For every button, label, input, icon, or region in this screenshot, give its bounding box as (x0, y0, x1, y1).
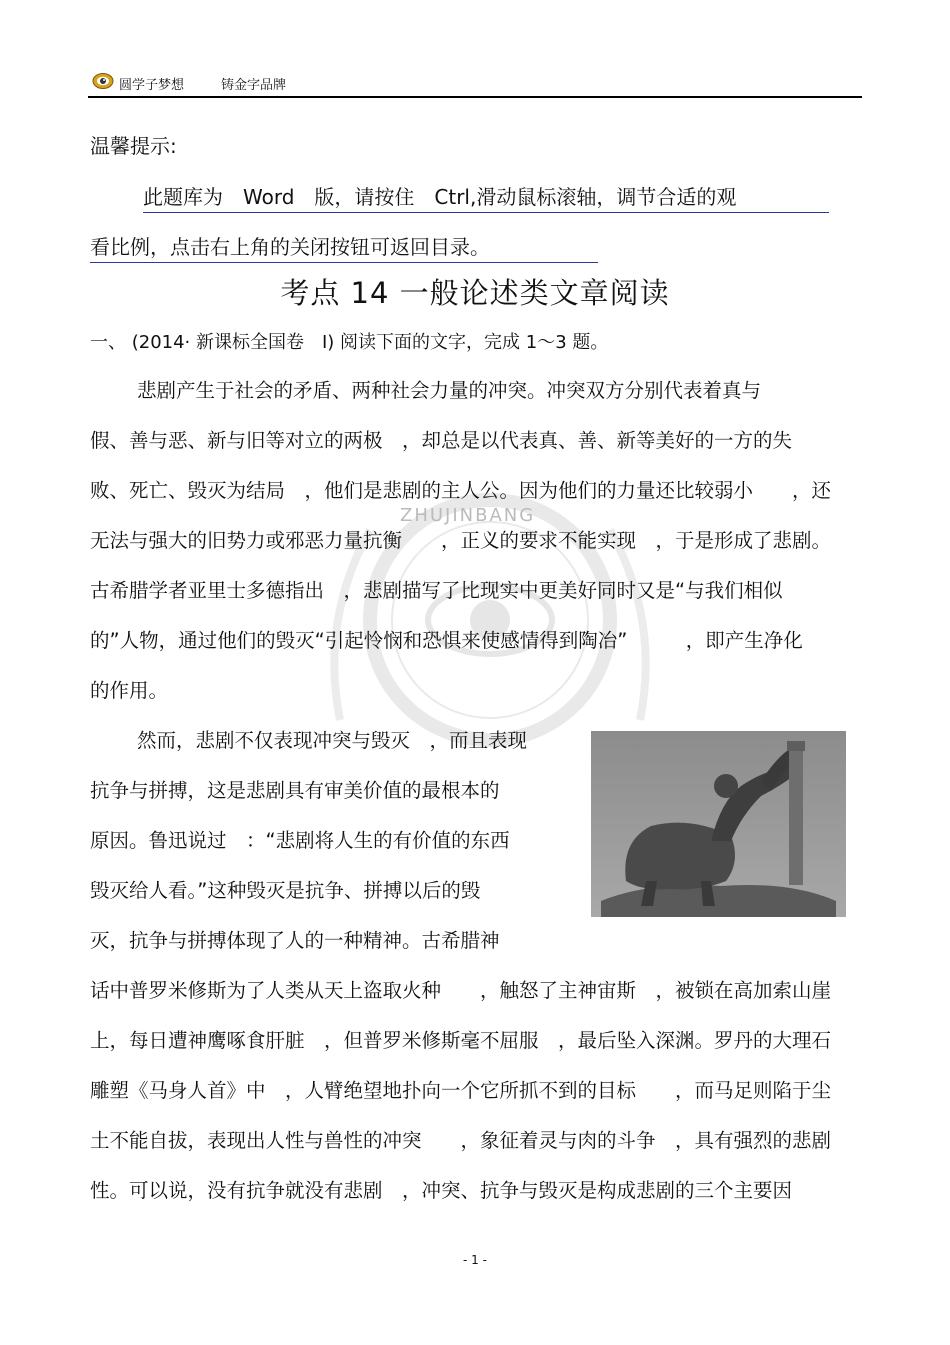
paragraph-line: 无法与强大的旧势力或邪恶力量抗衡 ，正义的要求不能实现 ，于是形成了悲剧。 (90, 529, 832, 552)
paragraph-line: 土不能自拔，表现出人性与兽性的冲突 ，象征着灵与肉的斗争 ，具有强烈的悲剧 (90, 1129, 832, 1152)
paragraph-line: 话中普罗米修斯为了人类从天上盗取火种 ，触怒了主神宙斯 ，被锁在高加索山崖 (90, 979, 832, 1002)
header-brand: 圆学子梦想 (119, 78, 185, 93)
paragraph-line: 毁灭给人看。”这种毁灭是抗争、拼搏以后的毁 (90, 879, 481, 902)
paragraph-line: 灭，抗争与拼搏体现了人的一种精神。古希腊神 (90, 929, 500, 952)
header-slogan: 铸金字品牌 (221, 78, 287, 93)
paragraph-line: 原因。鲁迅说过 ：“悲剧将人生的有价值的东西 (90, 829, 510, 852)
paragraph-line: 性。可以说，没有抗争就没有悲剧 ，冲突、抗争与毁灭是构成悲剧的三个主要因 (90, 1179, 793, 1202)
paragraph-line: 假、善与恶、新与旧等对立的两极 ，却总是以代表真、善、新等美好的一方的失 (90, 429, 793, 452)
paragraph-line: 然而，悲剧不仅表现冲突与毁灭 ，而且表现 (137, 729, 528, 752)
watermark-text: ZHUJINBANG (400, 505, 536, 526)
tip-line-2: 看比例，点击右上角的关闭按钮可返回目录。 (90, 231, 598, 263)
sculpture-photo (591, 731, 846, 917)
tip-line-1: 此题库为 Word 版，请按住 Ctrl,滑动鼠标滚轴，调节合适的观 (143, 181, 829, 213)
header-divider (88, 96, 862, 98)
page-number: - 1 - (463, 1253, 487, 1267)
paragraph-line: 悲剧产生于社会的矛盾、两种社会力量的冲突。冲突双方分别代表着真与 (137, 379, 762, 402)
paragraph-line: 的”人物，通过他们的毁灭“引起怜悯和恐惧来使感情得到陶冶” ，即产生净化 (90, 629, 803, 652)
question-intro: 一、 (2014· 新课标全国卷 I) 阅读下面的文字，完成 1～3 题。 (90, 332, 609, 353)
paragraph-line: 抗争与拼搏，这是悲剧具有审美价值的最根本的 (90, 779, 500, 802)
paragraph-line: 的作用。 (90, 679, 169, 702)
tip-title: 温馨提示: (90, 134, 177, 158)
section-title: 考点 14 一般论述类文章阅读 (280, 276, 670, 310)
paragraph-line: 败、死亡、毁灭为结局 ，他们是悲剧的主人公。因为他们的力量还比较弱小 ，还 (90, 479, 832, 502)
paragraph-line: 上，每日遭神鹰啄食肝脏 ，但普罗米修斯毫不屈服 ，最后坠入深渊。罗丹的大理石 (90, 1029, 832, 1052)
paragraph-line: 古希腊学者亚里士多德指出 ，悲剧描写了比现实中更美好同时又是“与我们相似 (90, 579, 783, 602)
eye-logo-icon (92, 70, 114, 90)
paragraph-line: 雕塑《马身人首》中 ，人臂绝望地扑向一个它所抓不到的目标 ，而马足则陷于尘 (90, 1079, 832, 1102)
